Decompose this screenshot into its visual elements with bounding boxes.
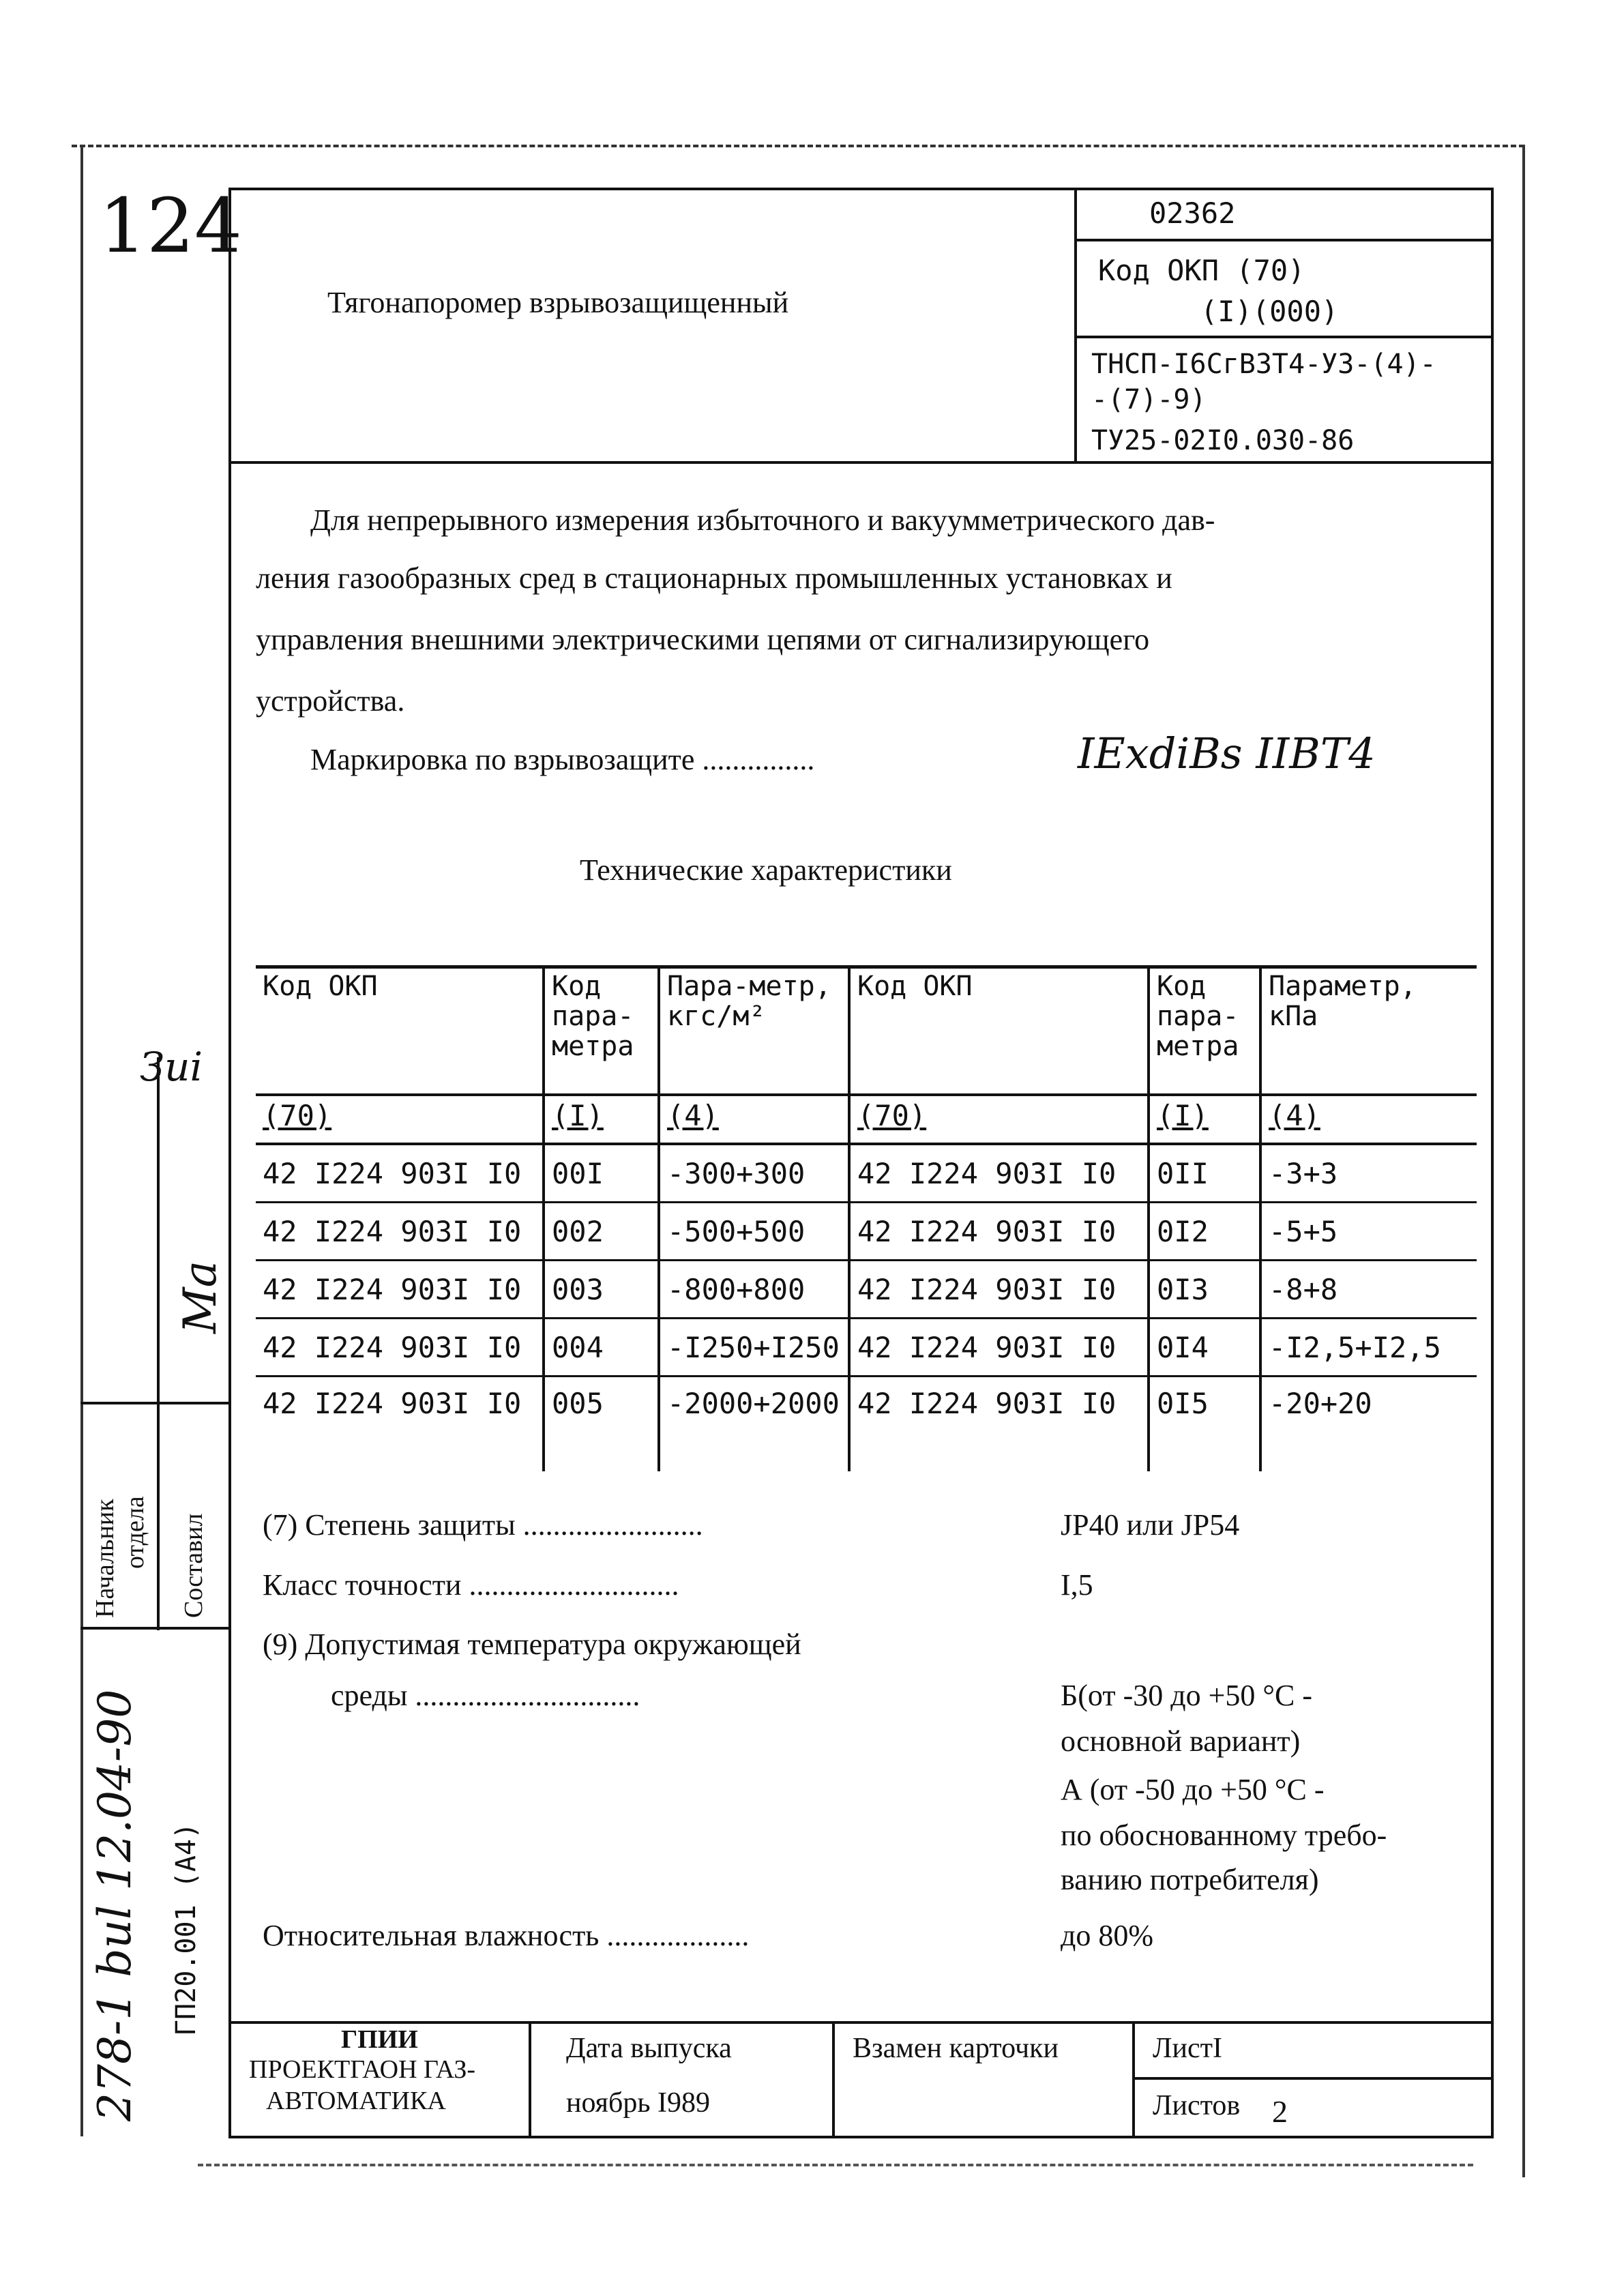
table-cell: 42 I224 903I I0: [256, 1203, 544, 1261]
table-cell: 005: [544, 1377, 659, 1472]
table-cell: 002: [544, 1203, 659, 1261]
humidity-value: до 80%: [1061, 1919, 1154, 1952]
col-header-okp-2: [849, 967, 1149, 1095]
org-line-1: ГПИИ: [341, 2025, 418, 2054]
page-title: Тягонапоромер взрывозащищенный: [327, 286, 789, 319]
table-cell: -5+5: [1260, 1203, 1477, 1261]
description-line-1: Для непрерывного измерения избыточного и вакуумметрического дав-: [310, 503, 1215, 537]
table-cell: -20+20: [1260, 1377, 1477, 1472]
subheader-cell: [256, 1095, 544, 1144]
temp-value-a1: А (от -50 до +50 °С -: [1061, 1773, 1325, 1806]
subheader-text: (70): [857, 1099, 927, 1132]
col-header-okp-2-text: Код ОКП: [857, 971, 973, 1002]
handwritten-note: 278-1 bul 12.04-90: [89, 1689, 141, 2121]
col-header-param-1: [659, 967, 849, 1095]
header-bottom-line: [228, 461, 1494, 464]
protection-label: (7) Степень защиты ........................: [263, 1508, 703, 1542]
table-cell: -3+3: [1260, 1144, 1477, 1203]
table-cell: 42 I224 903I I0: [256, 1319, 544, 1377]
temp-value-a2: по обоснованному требо-: [1061, 1819, 1387, 1852]
sheets-label: Листов: [1153, 2090, 1241, 2121]
compiled-label: Составил: [179, 1513, 208, 1618]
footer-divider-3: [1132, 2021, 1135, 2138]
table-cell: -8+8: [1260, 1261, 1477, 1319]
sheet-bottom-edge: [198, 2164, 1473, 2166]
table-cell: 0I2: [1149, 1203, 1260, 1261]
head-label-line-2: отдела: [121, 1496, 149, 1569]
form-code: ГП20.001 (А4): [171, 1822, 202, 2036]
subheader-text: (I): [552, 1099, 604, 1132]
tech-section-title: Технические характеристики: [580, 853, 952, 887]
temp-value-a3: ванию потребителя): [1061, 1863, 1319, 1896]
table-cell: 42 I224 903I I0: [256, 1261, 544, 1319]
okp-code-label: Код ОКП (70): [1098, 254, 1305, 287]
table-cell: 42 I224 903I I0: [263, 1387, 522, 1420]
marking-value: IExdiBs IIBT4: [1078, 728, 1376, 778]
table-row: [256, 1203, 1477, 1261]
tu-code: ТУ25-02I0.030-86: [1091, 425, 1355, 456]
table-cell: -I250+I250: [659, 1319, 849, 1377]
description-line-3: управления внешними электрическими цепями от сигнализирующего: [256, 623, 1150, 656]
signature-mid: Ма: [174, 1261, 226, 1334]
spec-table: [256, 965, 1477, 1471]
table-row: [256, 1319, 1477, 1377]
side-stamp-top-line: [80, 1402, 228, 1404]
table-cell: 0II: [1149, 1144, 1260, 1203]
sheets-value: 2: [1272, 2094, 1288, 2129]
col-header-param-2: [1260, 967, 1477, 1095]
table-subheader-row: [256, 1095, 1477, 1144]
description-line-4: устройства.: [256, 684, 405, 718]
temp-value-b2: основной вариант): [1061, 1724, 1301, 1758]
footer-sheet-line: [1132, 2077, 1494, 2080]
subheader-cell: [659, 1095, 849, 1144]
accuracy-value: I,5: [1061, 1568, 1093, 1602]
temp-label-1: (9) Допустимая температура окружающей: [263, 1628, 801, 1661]
subheader-cell: [849, 1095, 1149, 1144]
humidity-label: Относительная влажность ...................: [263, 1919, 750, 1952]
table-cell: -500+500: [659, 1203, 849, 1261]
marking-label: Маркировка по взрывозащите ...............: [310, 743, 815, 776]
temp-label-2: среды ..............................: [331, 1679, 640, 1712]
okp-code-value: (I)(000): [1200, 295, 1339, 328]
table-cell: 0I3: [1149, 1261, 1260, 1319]
col-header-param-code-1: [544, 967, 659, 1095]
table-cell: 003: [544, 1261, 659, 1319]
table-cell: 00I: [544, 1144, 659, 1203]
header-code-line-1: [1074, 239, 1494, 241]
org-line-2: ПРОЕКТГАОН ГАЗ-: [249, 2055, 476, 2084]
side-column-line: [157, 1057, 160, 1630]
subheader-text: (70): [263, 1099, 332, 1132]
table-cell: 0I4: [1149, 1319, 1260, 1377]
head-label-line-1: Начальник: [91, 1499, 119, 1618]
model-line-1: ТНСП-I6СгВЗТ4-УЗ-(4)-: [1091, 349, 1436, 380]
accuracy-label: Класс точности ............................: [263, 1568, 679, 1602]
table-cell: 42 I224 903I I0: [849, 1319, 1149, 1377]
subheader-cell: [1149, 1095, 1260, 1144]
table-cell: 42 I224 903I I0: [849, 1203, 1149, 1261]
table-cell: 42 I224 903I I0: [256, 1144, 544, 1203]
col-header-param-1-text: Пара-метр, кгс/м²: [667, 971, 831, 1032]
subheader-text: (4): [1269, 1099, 1320, 1132]
footer-divider-2: [832, 2021, 835, 2138]
signature-top: Зиi: [140, 1044, 203, 1090]
subheader-text: (I): [1157, 1099, 1209, 1132]
table-cell: 42 I224 903I I0: [849, 1377, 1149, 1472]
sheet-left-edge: [80, 145, 83, 2136]
sheet-right-edge: [1522, 145, 1525, 2177]
table-cell: -I2,5+I2,5: [1260, 1319, 1477, 1377]
description-line-2: ления газообразных сред в стационарных промышленных установках и: [256, 561, 1172, 595]
release-label: Дата выпуска: [566, 2033, 732, 2064]
header-divider: [1074, 188, 1077, 464]
col-header-okp-1: [256, 967, 544, 1095]
footer-divider-1: [529, 2021, 531, 2138]
header-code-line-2: [1074, 336, 1494, 338]
org-line-3: АВТОМАТИКА: [266, 2087, 446, 2115]
table-cell: -2000+2000: [659, 1377, 849, 1472]
model-line-2: -(7)-9): [1091, 384, 1207, 415]
table-cell: 42 I224 903I I0: [849, 1261, 1149, 1319]
table-cell: -300+300: [659, 1144, 849, 1203]
col-header-param-2-text: Параметр, кПа: [1269, 971, 1417, 1032]
sheet-label: ЛистI: [1153, 2033, 1222, 2064]
subheader-text: (4): [667, 1099, 719, 1132]
col-header-param-code-2-text: Код пара- метра: [1157, 971, 1239, 1062]
replaces-label: Взамен карточки: [853, 2033, 1059, 2064]
doc-code: 02362: [1149, 196, 1236, 230]
table-cell: 42 I224 903I I0: [849, 1144, 1149, 1203]
table-header-row: [256, 967, 1477, 1095]
col-header-okp-1-text: Код ОКП: [263, 971, 378, 1002]
table-cell: -800+800: [659, 1261, 849, 1319]
subheader-cell: [1260, 1095, 1477, 1144]
subheader-cell: [544, 1095, 659, 1144]
sheet-top-edge: [72, 145, 1524, 147]
protection-value: JP40 или JP54: [1061, 1508, 1240, 1542]
table-row: [256, 1261, 1477, 1319]
table-cell: 004: [544, 1319, 659, 1377]
release-value: ноябрь I989: [566, 2087, 711, 2119]
table-cell: 0I5: [1149, 1377, 1260, 1472]
table-row: [256, 1144, 1477, 1203]
side-stamp-bottom-line: [80, 1627, 228, 1630]
page-number: 124: [99, 182, 242, 269]
temp-value-b1: Б(от -30 до +50 °С -: [1061, 1679, 1313, 1712]
footer-top-line: [228, 2021, 1494, 2024]
col-header-param-code-2: [1149, 967, 1260, 1095]
col-header-param-code-1-text: Код пара- метра: [552, 971, 634, 1062]
table-row: [256, 1377, 1477, 1472]
